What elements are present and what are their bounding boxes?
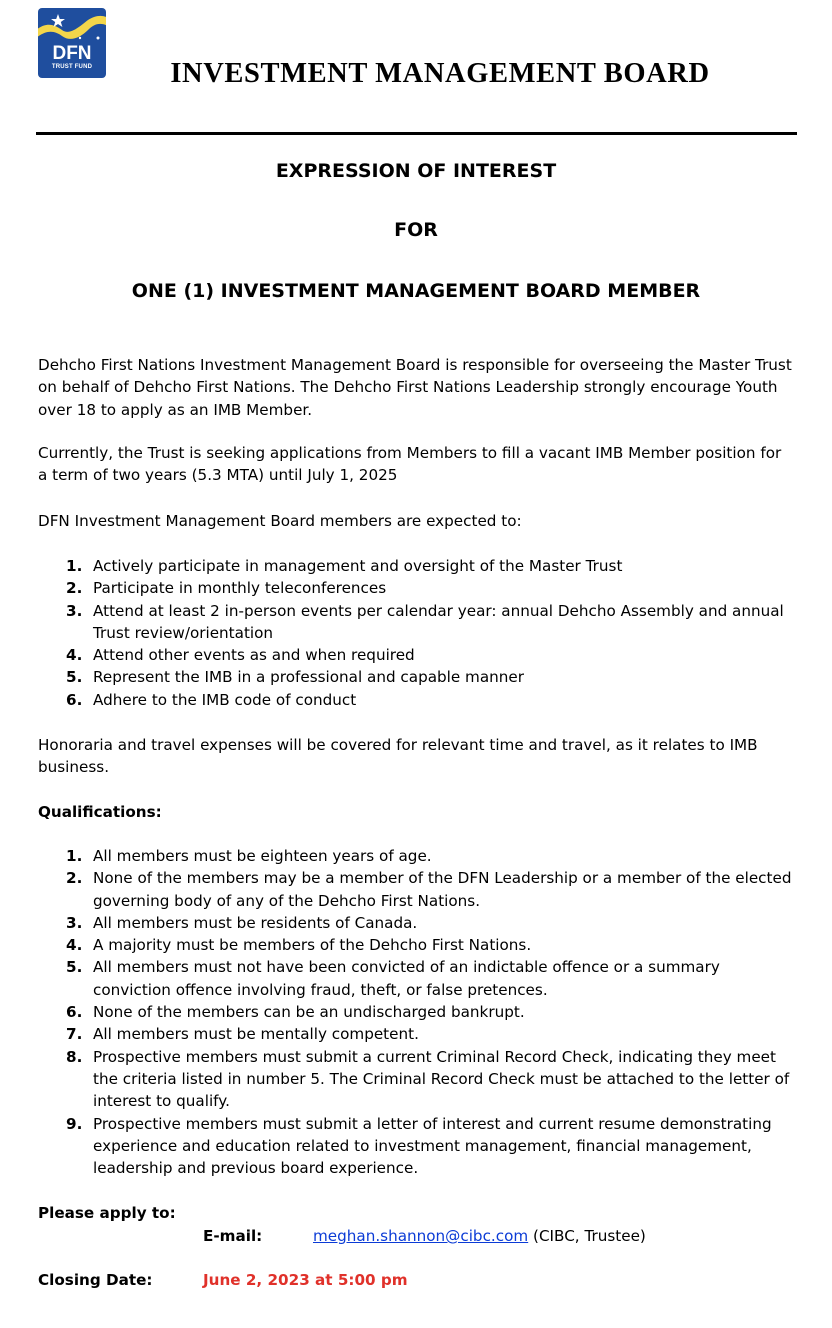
board-title: INVESTMENT MANAGEMENT BOARD	[170, 58, 710, 89]
list-item	[38, 577, 798, 599]
list-item	[38, 956, 798, 1001]
star-icon	[51, 14, 65, 27]
list-text: Participate in monthly teleconferences	[93, 579, 387, 598]
qualifications-list	[38, 845, 798, 1179]
list-text: Prospective members must submit a letter of interest and current resume demonstrating experience and education related to investment management, financial management, leadership and previous board experience.	[93, 1114, 772, 1178]
list-text: Prospective members must submit a current Criminal Record Check, indicating they meet the criteria listed in number 5. The Criminal Record Check must be attached to the letter of interest to qualify.	[93, 1047, 790, 1111]
list-item	[38, 555, 798, 577]
intro-paragraph: Dehcho First Nations Investment Management Board is responsible for overseeing the Master Trust on behalf of Dehcho First Nations. The Dehcho First Nations Leadership strongly encourage Youth over 18 to apply as an IMB Member.	[38, 356, 792, 419]
list-number: 2.	[66, 869, 83, 888]
heading-expression-of-interest: EXPRESSION OF INTEREST	[275, 160, 557, 182]
list-number: 5.	[66, 958, 83, 977]
list-text: All members must not have been convicted of an indictable offence or a summary conviction offence involving fraud, theft, or false pretences.	[93, 958, 720, 999]
list-text: Actively participate in management and oversight of the Master Trust	[93, 557, 623, 575]
logo-text-dfn: DFN	[52, 43, 92, 64]
closing-date-label: Closing Date:	[38, 1271, 153, 1289]
list-text: All members must be mentally competent.	[93, 1025, 419, 1044]
list-number: 1.	[66, 847, 83, 865]
list-item	[38, 912, 798, 934]
list-text: None of the members can be an undischarged bankrupt.	[93, 1003, 525, 1022]
list-number: 1.	[66, 557, 83, 575]
logo-text-trust-fund: TRUST FUND	[51, 64, 93, 70]
closing-date-value: June 2, 2023 at 5:00 pm	[203, 1271, 408, 1289]
list-item	[38, 1046, 798, 1113]
email-note: (CIBC, Trustee)	[528, 1227, 646, 1245]
list-number: 2.	[66, 579, 83, 598]
duties-list	[38, 555, 798, 711]
apply-label: Please apply to:	[38, 1204, 176, 1222]
list-text: Attend other events as and when required	[93, 646, 415, 665]
list-text: None of the members may be a member of the DFN Leadership or a member of the elected governing body of any of the Dehcho First Nations.	[93, 869, 792, 910]
list-item	[38, 1113, 798, 1180]
list-number: 7.	[66, 1025, 83, 1044]
list-item	[38, 1023, 798, 1045]
list-number: 4.	[66, 936, 83, 955]
list-text: All members must be eighteen years of age.	[93, 847, 432, 865]
heading-position: ONE (1) INVESTMENT MANAGEMENT BOARD MEMBER	[131, 280, 701, 302]
list-text: All members must be residents of Canada.	[93, 913, 418, 932]
list-item	[38, 644, 798, 666]
list-number: 8.	[66, 1047, 83, 1066]
list-number: 6.	[66, 1003, 83, 1022]
expected-paragraph: DFN Investment Management Board members are expected to:	[38, 512, 522, 530]
heading-for: FOR	[394, 219, 438, 241]
list-text: Represent the IMB in a professional and capable manner	[93, 668, 524, 687]
list-number: 3.	[66, 913, 83, 932]
email-link[interactable]: meghan.shannon@cibc.com	[313, 1227, 529, 1245]
list-number: 4.	[66, 646, 83, 665]
list-item	[38, 600, 798, 645]
list-number: 3.	[66, 601, 83, 620]
header-divider	[36, 132, 797, 135]
list-text: Attend at least 2 in-person events per calendar year: annual Dehcho Assembly and annual Trust review/orientation	[93, 601, 784, 642]
dfn-trust-fund-logo	[38, 8, 106, 78]
list-number: 5.	[66, 668, 83, 687]
list-number: 6.	[66, 690, 83, 709]
qualifications-heading: Qualifications:	[38, 803, 162, 821]
seeking-paragraph: Currently, the Trust is seeking applications from Members to fill a vacant IMB Member position for a term of two years (5.3 MTA) until July 1, 2025	[38, 444, 782, 485]
email-line	[313, 1225, 646, 1247]
list-text: A majority must be members of the Dehcho First Nations.	[93, 936, 532, 955]
list-number: 9.	[66, 1114, 83, 1133]
list-text: Adhere to the IMB code of conduct	[93, 690, 357, 709]
list-item	[38, 845, 798, 867]
list-item	[38, 867, 798, 912]
email-label: E-mail:	[203, 1227, 263, 1245]
list-item	[38, 1001, 798, 1023]
honoraria-paragraph: Honoraria and travel expenses will be covered for relevant time and travel, as it relates to IMB business.	[38, 736, 758, 777]
list-item	[38, 689, 798, 711]
list-item	[38, 934, 798, 956]
list-item	[38, 666, 798, 688]
